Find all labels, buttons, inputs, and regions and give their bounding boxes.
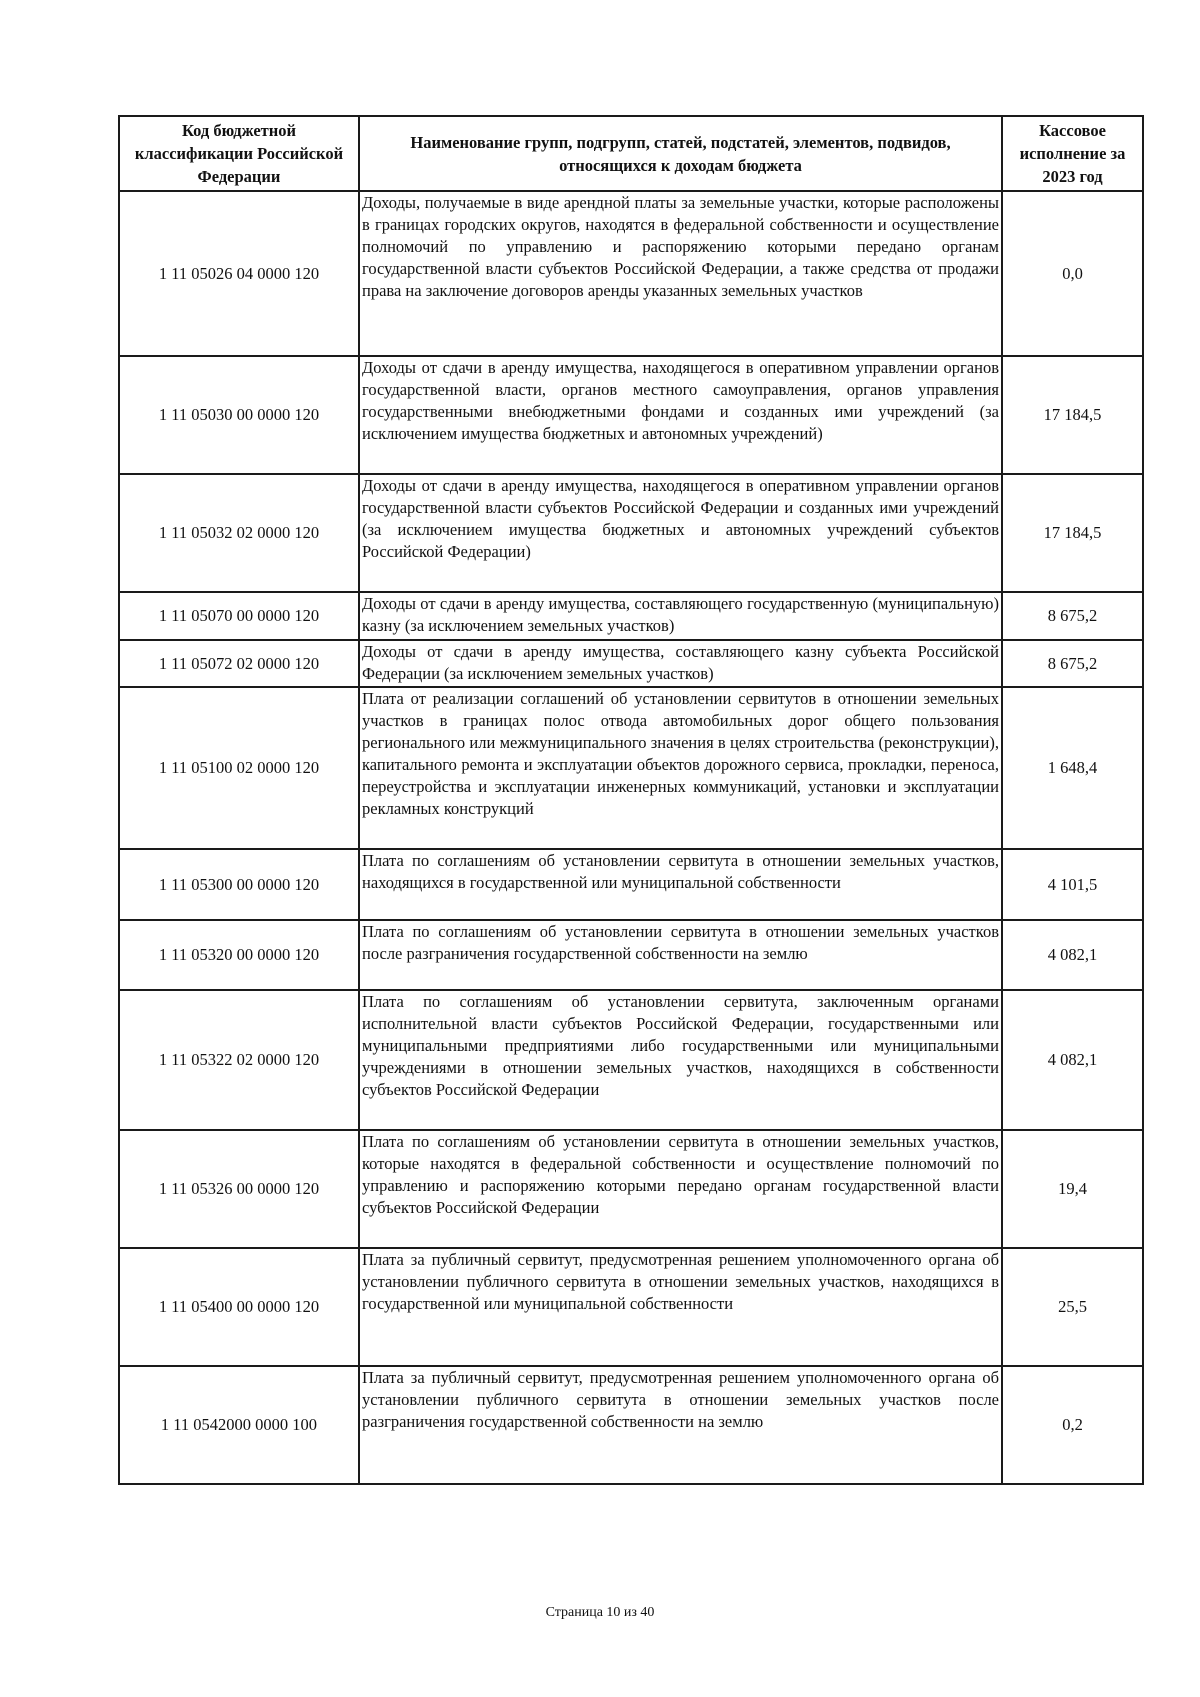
row-amount: 8 675,2 [1002, 592, 1143, 640]
row-description [359, 191, 1002, 356]
row-description-text: Доходы от сдачи в аренду имущества, находящегося в оперативном управлении органов государственной власти, органов местного самоуправления, органов управления государственными внебюджетными фондами и созданных ими учреждений (за исключением имущества бюджетных и автономных учреждений) [362, 358, 999, 443]
row-code: 1 11 05300 00 0000 120 [119, 849, 359, 920]
row-amount: 0,2 [1002, 1366, 1143, 1484]
row-description-text: Доходы, получаемые в виде арендной платы за земельные участки, которые расположены в границах городских округов, находятся в федеральной собственности и осуществление полномочий по управлению и распоряжению которыми передано органам государственной власти субъектов Российской Федерации, а также средства от продажи права на заключение договоров аренды указанных земельных участков [362, 193, 999, 300]
row-code: 1 11 05032 02 0000 120 [119, 474, 359, 592]
row-description [359, 356, 1002, 474]
table-row [119, 990, 1143, 1130]
row-amount: 8 675,2 [1002, 640, 1143, 687]
row-amount: 19,4 [1002, 1130, 1143, 1248]
row-description-text: Плата за публичный сервитут, предусмотренная решением уполномоченного органа об установлении публичного сервитута в отношении земельных участков, находящихся в государственной или муниципальной собственности [362, 1250, 999, 1313]
row-amount: 1 648,4 [1002, 687, 1143, 849]
row-description-text: Плата от реализации соглашений об установлении сервитутов в отношении земельных участков в границах полос отвода автомобильных дорог общего пользования регионального или межмуниципального значения в целях строительства (реконструкции), капитального ремонта и эксплуатации объектов дорожного сервиса, прокладки, переноса, переустройства и эксплуатации инженерных коммуникаций, установки и эксплуатации рекламных конструкций [362, 689, 999, 818]
row-description-text: Плата по соглашениям об установлении сервитута в отношении земельных участков, находящихся в государственной или муниципальной собственности [362, 851, 999, 892]
row-code: 1 11 05400 00 0000 120 [119, 1248, 359, 1366]
row-code: 1 11 05100 02 0000 120 [119, 687, 359, 849]
row-amount: 4 082,1 [1002, 990, 1143, 1130]
header-amount: Кассовое исполнение за 2023 год [1002, 116, 1143, 191]
table-row [119, 849, 1143, 920]
row-description [359, 474, 1002, 592]
row-code: 1 11 05320 00 0000 120 [119, 920, 359, 990]
row-code: 1 11 05322 02 0000 120 [119, 990, 359, 1130]
row-description [359, 1130, 1002, 1248]
row-amount: 17 184,5 [1002, 474, 1143, 592]
table-row [119, 687, 1143, 849]
row-description [359, 640, 1002, 687]
row-description-text: Доходы от сдачи в аренду имущества, составляющего казну субъекта Российской Федерации (за исключением земельных участков) [362, 642, 999, 683]
row-description [359, 1366, 1002, 1484]
row-description [359, 849, 1002, 920]
table-row [119, 1366, 1143, 1484]
row-description [359, 687, 1002, 849]
table-row [119, 1130, 1143, 1248]
row-amount: 4 082,1 [1002, 920, 1143, 990]
table-header-row [119, 116, 1143, 191]
row-amount: 17 184,5 [1002, 356, 1143, 474]
header-name: Наименование групп, подгрупп, статей, подстатей, элементов, подвидов, относящихся к доходам бюджета [359, 116, 1002, 191]
table-row [119, 592, 1143, 640]
row-code: 1 11 05070 00 0000 120 [119, 592, 359, 640]
budget-revenue-table [118, 115, 1144, 1485]
row-code: 1 11 05326 00 0000 120 [119, 1130, 359, 1248]
row-description-text: Плата по соглашениям об установлении сервитута, заключенным органами исполнительной власти субъектов Российской Федерации, государственными или муниципальными предприятиями либо государственными или муниципальными учреждениями в отношении земельных участков, находящихся в собственности субъектов Российской Федерации [362, 992, 999, 1099]
row-amount: 4 101,5 [1002, 849, 1143, 920]
row-amount: 0,0 [1002, 191, 1143, 356]
row-description-text: Доходы от сдачи в аренду имущества, составляющего государственную (муниципальную) казну (за исключением земельных участков) [362, 594, 999, 635]
table-row [119, 1248, 1143, 1366]
row-description [359, 920, 1002, 990]
table-row [119, 640, 1143, 687]
table-row [119, 474, 1143, 592]
row-code: 1 11 05026 04 0000 120 [119, 191, 359, 356]
row-description-text: Плата за публичный сервитут, предусмотренная решением уполномоченного органа об установлении публичного сервитута в отношении земельных участков после разграничения государственной собственности на землю [362, 1368, 999, 1431]
row-code: 1 11 05072 02 0000 120 [119, 640, 359, 687]
row-code: 1 11 0542000 0000 100 [119, 1366, 359, 1484]
row-description-text: Плата по соглашениям об установлении сервитута в отношении земельных участков, которые находятся в федеральной собственности и осуществление полномочий по управлению и распоряжению которыми передано органам государственной власти субъектов Российской Федерации [362, 1132, 999, 1217]
row-description-text: Плата по соглашениям об установлении сервитута в отношении земельных участков после разграничения государственной собственности на землю [362, 922, 999, 963]
row-description [359, 1248, 1002, 1366]
table-row [119, 191, 1143, 356]
row-code: 1 11 05030 00 0000 120 [119, 356, 359, 474]
row-description [359, 990, 1002, 1130]
table-row [119, 920, 1143, 990]
page-number: Страница 10 из 40 [545, 1605, 655, 1620]
header-code: Код бюджетной классификации Российской Федерации [119, 116, 359, 191]
row-description-text: Доходы от сдачи в аренду имущества, находящегося в оперативном управлении органов государственной власти субъектов Российской Федерации и созданных ими учреждений (за исключением имущества бюджетных и автономных учреждений субъектов Российской Федерации) [362, 476, 999, 561]
table-row [119, 356, 1143, 474]
row-description [359, 592, 1002, 640]
row-amount: 25,5 [1002, 1248, 1143, 1366]
